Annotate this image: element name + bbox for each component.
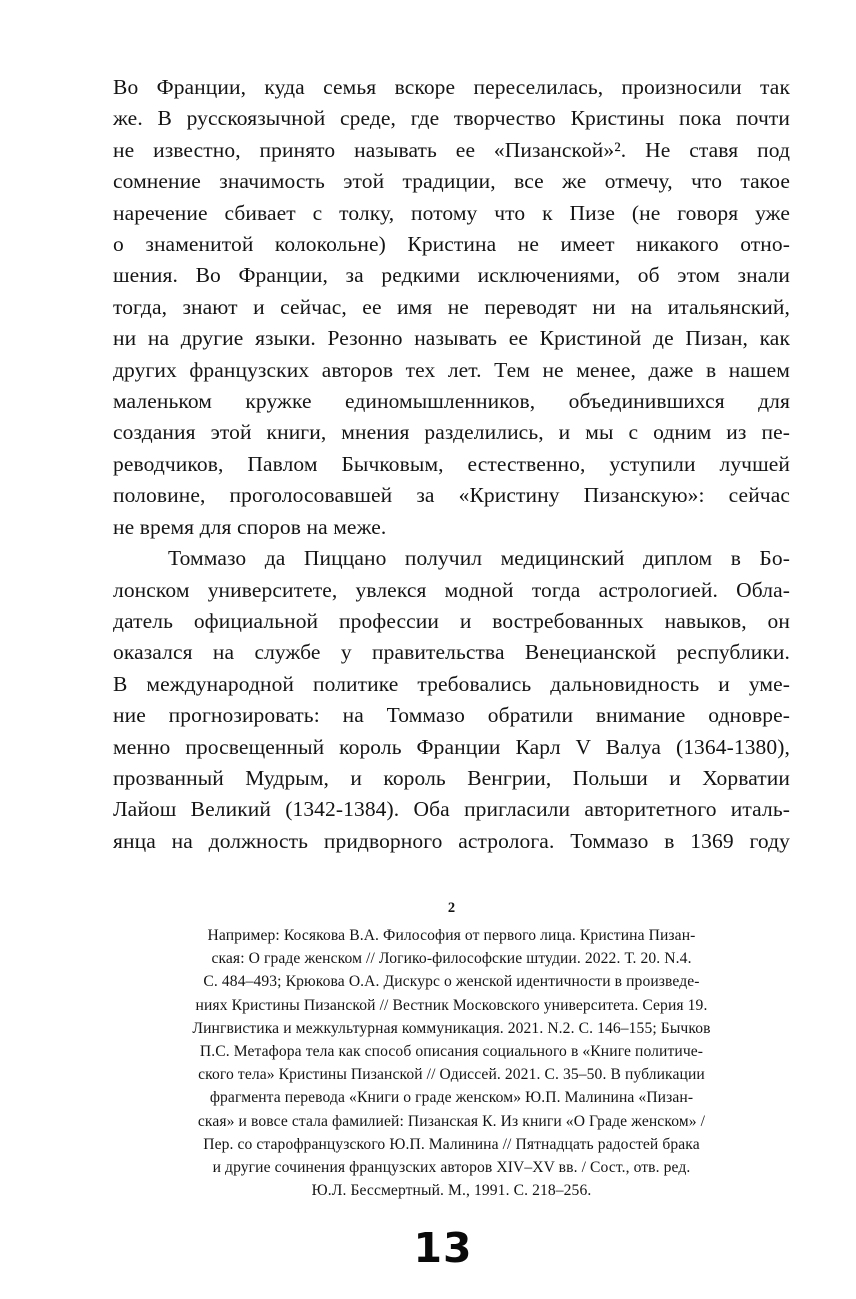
- footnote: [113, 898, 790, 1202]
- text-line: датель официальной профессии и востребованных навыков, он: [113, 608, 790, 633]
- footnote-line: фрагмента перевода «Книги о граде женском» Ю.П. Малинина «Пизан-: [209, 1089, 694, 1107]
- footnote-line: П.С. Метафора тела как способ описания социального в «Книге политиче-: [199, 1043, 704, 1061]
- footnote-number: 2: [447, 900, 456, 916]
- footnote-line: ская: О граде женском // Логико-философские штудии. 2022. Т. 20. N.4.: [211, 950, 692, 968]
- footnote-line: Пер. со старофранцузского Ю.П. Малинина // Пятнадцать радостей брака: [203, 1135, 700, 1153]
- text-line: не известно, принято называть ее «Пизанской»². Не ставя под: [113, 137, 790, 162]
- text-line: не время для споров на меже.: [113, 514, 387, 539]
- paragraph-1: [113, 72, 790, 543]
- text-line: лонском университете, увлекся модной тогда астрологией. Обла-: [113, 577, 790, 602]
- text-line: же. В русскоязычной среде, где творчество Кристины пока почти: [113, 106, 790, 131]
- text-line: реводчиков, Павлом Бычковым, естественно, уступили лучшей: [113, 451, 790, 476]
- text-line: янца на должность придворного астролога. Томмазо в 1369 году: [113, 828, 790, 853]
- text-line: Во Франции, куда семья вскоре переселилась, произносили так: [113, 75, 790, 99]
- text-line: В международной политике требовались дальновидность и уме-: [113, 671, 790, 696]
- text-line: других французских авторов тех лет. Тем не менее, даже в нашем: [113, 357, 790, 382]
- text-line: сомнение значимость этой традиции, все же отмечу, что такое: [113, 169, 790, 194]
- text-line: ние прогнозировать: на Томмазо обратили внимание одновре-: [113, 703, 790, 728]
- text-line: шения. Во Франции, за редкими исключениями, об этом знали: [113, 263, 790, 288]
- text-line: наречение сбивает с толку, потому что к Пизе (не говоря уже: [113, 200, 790, 225]
- footnote-line: С. 484–493; Крюкова О.А. Дискурс о женской идентичности в произведе-: [203, 973, 700, 991]
- footnote-line: ского тела» Кристины Пизанской // Одиссей. 2021. С. 35–50. В публикации: [198, 1066, 705, 1084]
- footnote-line: Например: Косякова В.А. Философия от первого лица. Кристина Пизан-: [207, 927, 696, 944]
- text-line: оказался на службе у правительства Венецианской республики.: [113, 640, 790, 665]
- footnote-line: Лингвистика и межкультурная коммуникация. 2021. N.2. С. 146–155; Бычков: [192, 1019, 711, 1037]
- footnote-line: ская» и вовсе стала фамилией: Пизанская К. Из книги «О Граде женском» /: [197, 1112, 706, 1130]
- text-line: Лайош Великий (1342-1384). Оба пригласили авторитетного италь-: [113, 797, 790, 822]
- text-line: о знаменитой колокольне) Кристина не имеет никакого отно-: [113, 232, 790, 257]
- footnote-line: и другие сочинения французских авторов XIV–XV вв. / Сост., отв. ред.: [212, 1159, 691, 1177]
- text-line: тогда, знают и сейчас, ее имя не переводят ни на итальянский,: [113, 294, 790, 319]
- paragraph-2: [113, 543, 790, 857]
- text-line: менно просвещенный король Франции Карл V Валуа (1364-1380),: [113, 734, 790, 759]
- text-line: создания этой книги, мнения разделились, и мы с одним из пе-: [113, 420, 790, 445]
- text-line: маленьком кружке единомышленников, объединившихся для: [113, 389, 790, 414]
- page-number: 13: [413, 1224, 473, 1272]
- text-line: Томмазо да Пиццано получил медицинский диплом в Бо-: [168, 546, 790, 571]
- text-line: половине, проголосовавшей за «Кристину Пизанскую»: сейчас: [113, 483, 790, 508]
- footnote-line: ниях Кристины Пизанской // Вестник Московского университета. Серия 19.: [195, 996, 708, 1014]
- body-text: [113, 72, 790, 857]
- footnote-text: [113, 924, 790, 1202]
- text-line: ни на другие языки. Резонно называть ее Кристиной де Пизан, как: [113, 326, 790, 351]
- footnote-line: Ю.Л. Бессмертный. М., 1991. С. 218–256.: [311, 1182, 592, 1200]
- text-line: прозванный Мудрым, и король Венгрии, Польши и Хорватии: [113, 765, 790, 790]
